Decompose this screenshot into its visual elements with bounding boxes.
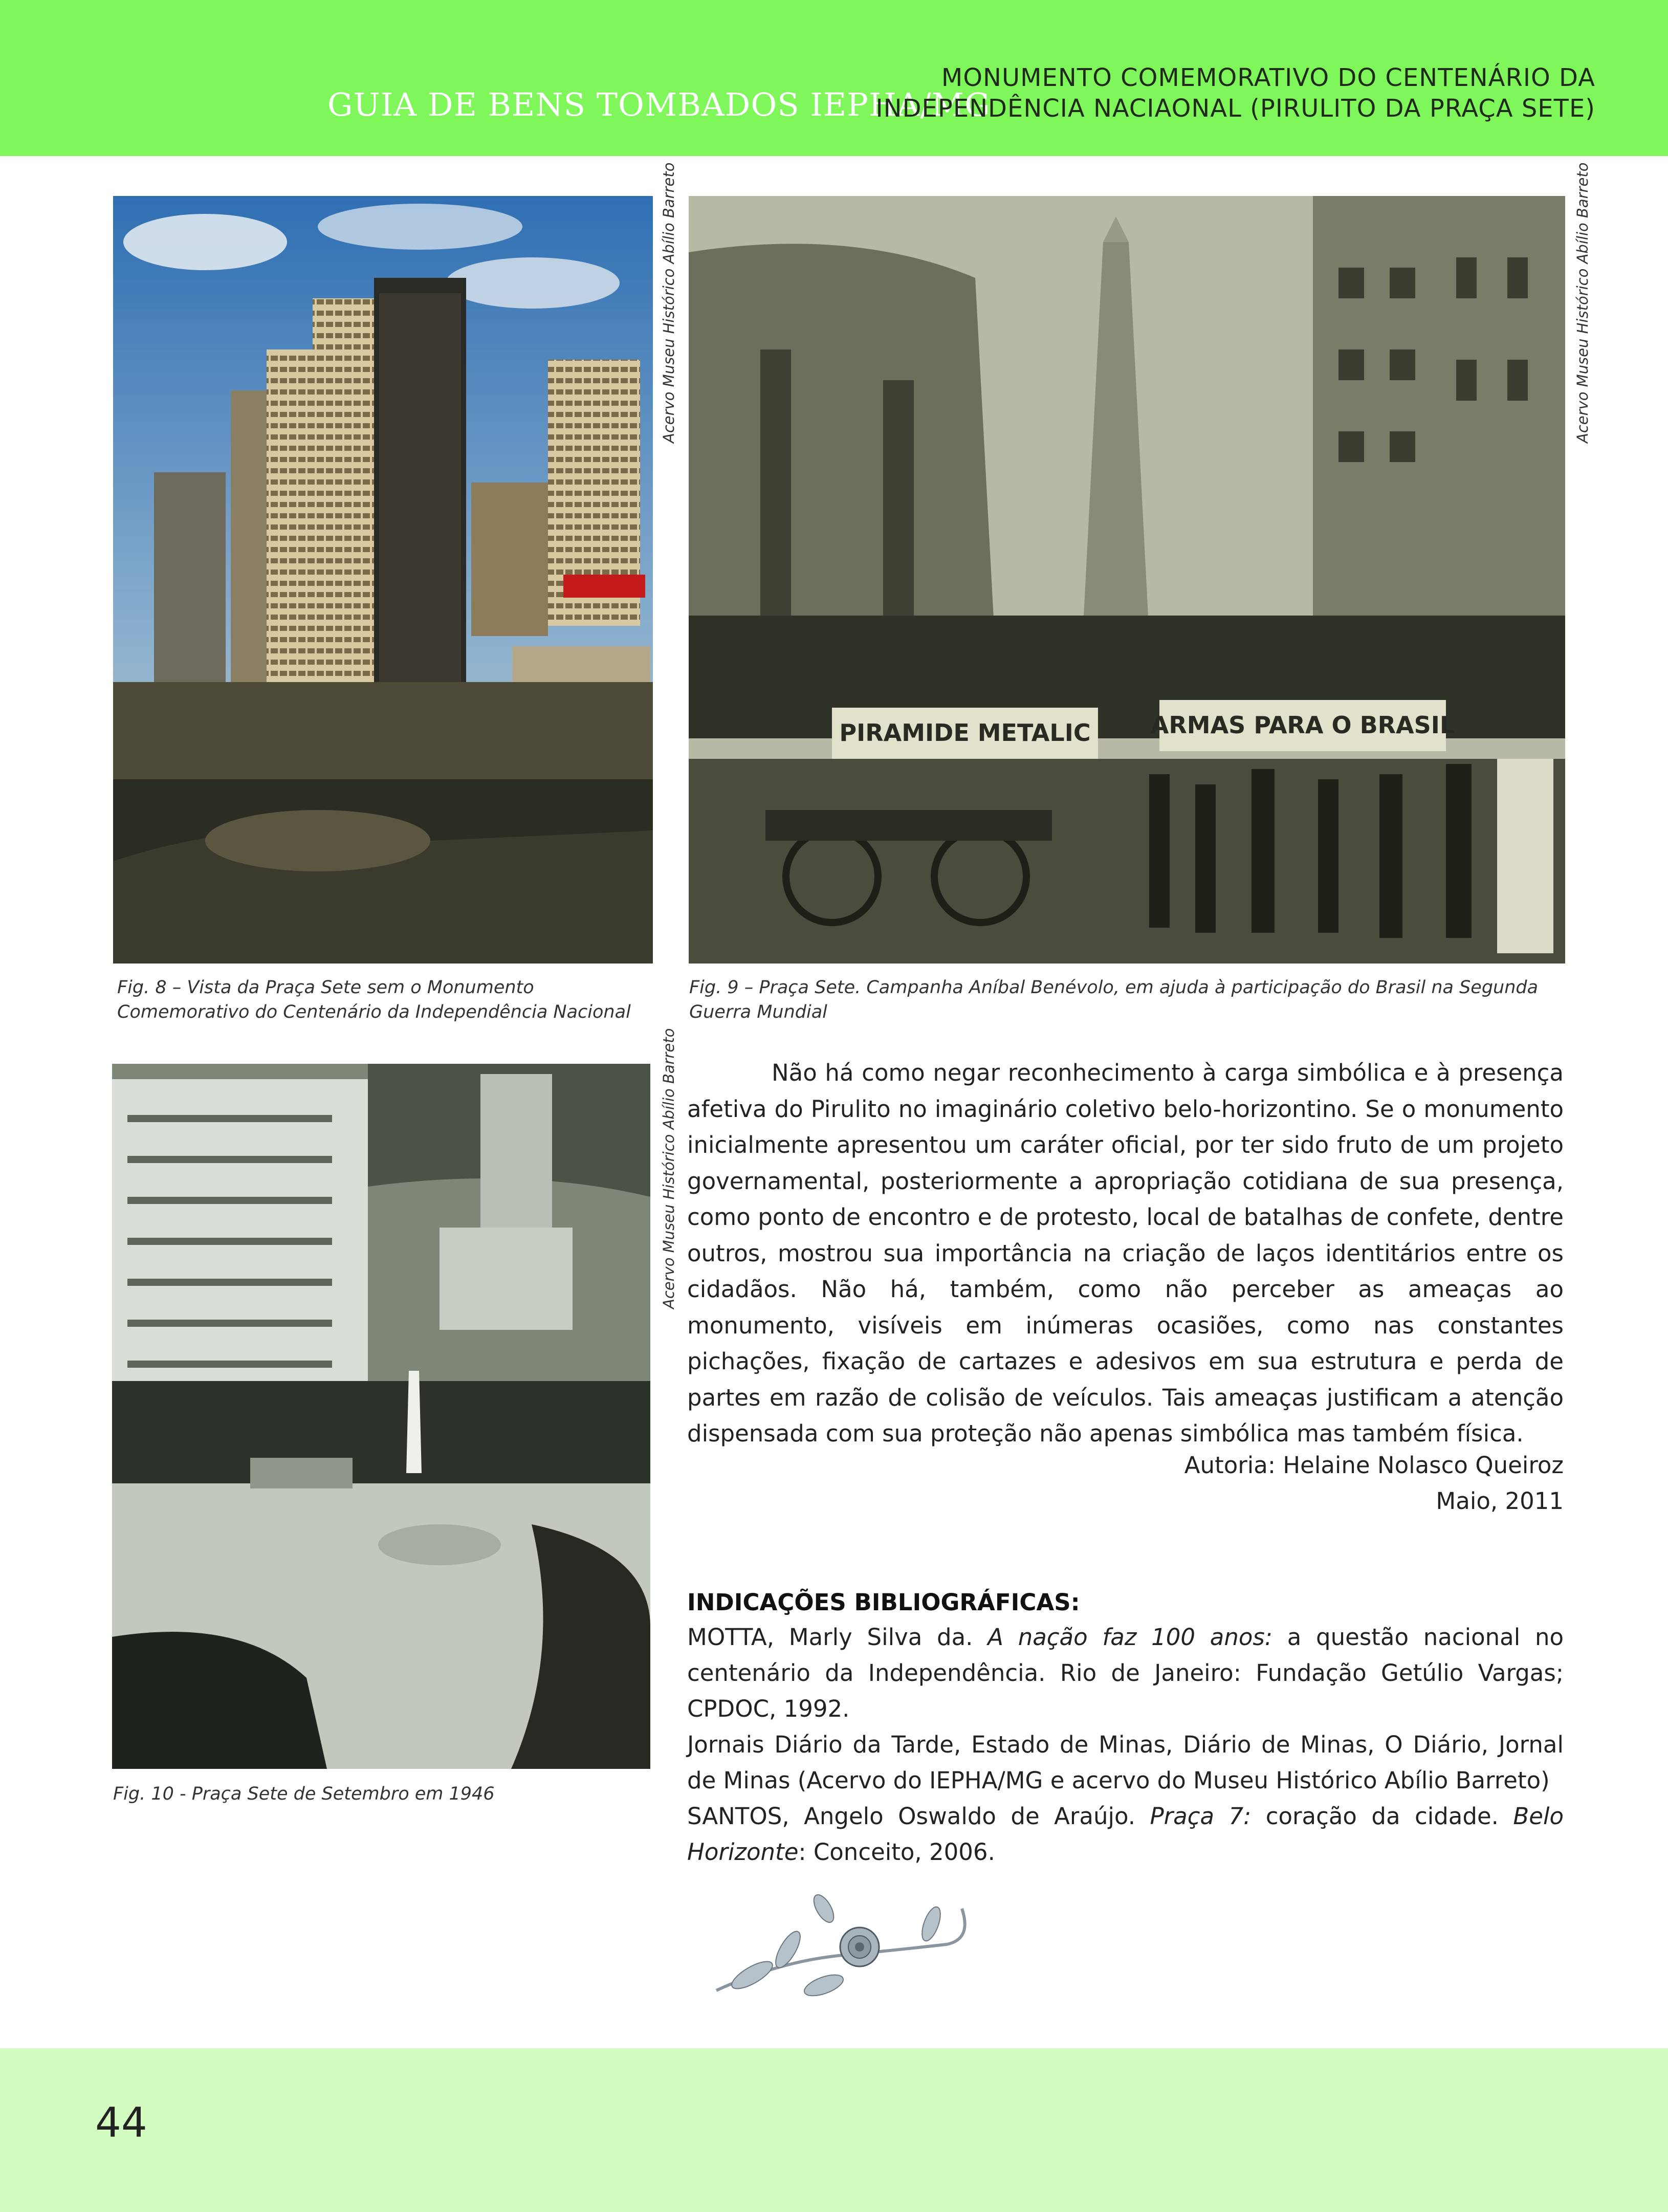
guide-title: GUIA DE BENS TOMBADOS IEPHA/MG <box>327 86 991 123</box>
rose-ornament-icon <box>706 1888 993 2006</box>
ref1-rest: a questão nacional no centenário da Independência. Rio de Janeiro: Fundação Getúlio Vargas; CPDOC, 1992. <box>687 1624 1564 1722</box>
body-paragraph <box>687 1055 1564 1452</box>
ref3-mid: coração da cidade. <box>1251 1803 1513 1830</box>
ref1-author: MOTTA, Marly Silva da. <box>687 1624 988 1651</box>
bibliography-title: INDICAÇÕES BIBLIOGRÁFICAS: <box>687 1589 1080 1616</box>
page-number: 44 <box>95 2099 147 2147</box>
ref3-author: SANTOS, Angelo Oswaldo de Araújo. <box>687 1803 1150 1830</box>
figure-8-credit: Acervo Museu Histórico Abílio Barreto <box>660 162 677 443</box>
figure-8-photo <box>113 196 653 963</box>
figure-9-credit: Acervo Museu Histórico Abílio Barreto <box>1574 162 1591 443</box>
monument-title-line2: INDEPENDÊNCIA NACIAONAL (PIRULITO DA PRAÇA SETE) <box>875 94 1595 123</box>
ref3-rest: : Conceito, 2006. <box>798 1838 995 1866</box>
author-line: Autoria: Helaine Nolasco Queiroz <box>1184 1452 1564 1479</box>
bibliography-ref-3 <box>687 1799 1564 1870</box>
figure-9-photo <box>689 196 1565 963</box>
date-line: Maio, 2011 <box>1436 1487 1564 1515</box>
banner-left: PIRAMIDE METALIC <box>839 719 1091 747</box>
figure-10-caption: Fig. 10 - Praça Sete de Setembro em 1946 <box>113 1784 495 1804</box>
bibliography-ref-1 <box>687 1619 1564 1727</box>
bibliography-list <box>687 1619 1564 1870</box>
figure-10-photo <box>112 1064 650 1769</box>
ref3-title: Praça 7: <box>1150 1803 1252 1830</box>
page-footer <box>0 2048 1668 2212</box>
figure-8-caption: Fig. 8 – Vista da Praça Sete sem o Monumento Comemorativo do Centenário da Independência Nacional <box>117 977 631 1022</box>
body-paragraph-text: Não há como negar reconhecimento à carga simbólica e à presença afetiva do Pirulito no imaginário coletivo belo-horizontino. Se o monumento inicialmente apresentou um caráter oficial, por ter sido fruto de um projeto governamental, posteriormente a apropriação cotidiana de sua presença, como ponto de encontro e de protesto, local de batalhas de confete, dentre outros, mostrou sua importância na criação de laços identitários entre os cidadãos. Não há, também, como não perceber as ameaças ao monumento, visíveis em inúmeras ocasiões, como nas constantes pichações, fixação de cartazes e adesivos em sua estrutura e perda de partes em razão de colisão de veículos. Tais ameaças justificam a atenção dispensada com sua proteção não apenas simbólica mas também física. <box>687 1059 1564 1447</box>
ref3-place: Belo Horizonte <box>687 1803 1564 1866</box>
banner-right: ARMAS PARA O BRASIL <box>1150 711 1455 739</box>
figure-9-caption: Fig. 9 – Praça Sete. Campanha Aníbal Benévolo, em ajuda à participação do Brasil na Segunda Guerra Mundial <box>689 977 1539 1022</box>
figure-10-credit: Acervo Museu Histórico Abílio Barreto <box>660 1028 677 1309</box>
monument-title-line1: MONUMENTO COMEMORATIVO DO CENTENÁRIO DA <box>941 63 1595 92</box>
page-header <box>0 0 1668 156</box>
bibliography-ref-2: Jornais Diário da Tarde, Estado de Minas, Diário de Minas, O Diário, Jornal de Minas (Acervo do IEPHA/MG e acervo do Museu Histórico Abílio Barreto) <box>687 1731 1564 1794</box>
ref1-title: A nação faz 100 anos: <box>987 1624 1273 1651</box>
